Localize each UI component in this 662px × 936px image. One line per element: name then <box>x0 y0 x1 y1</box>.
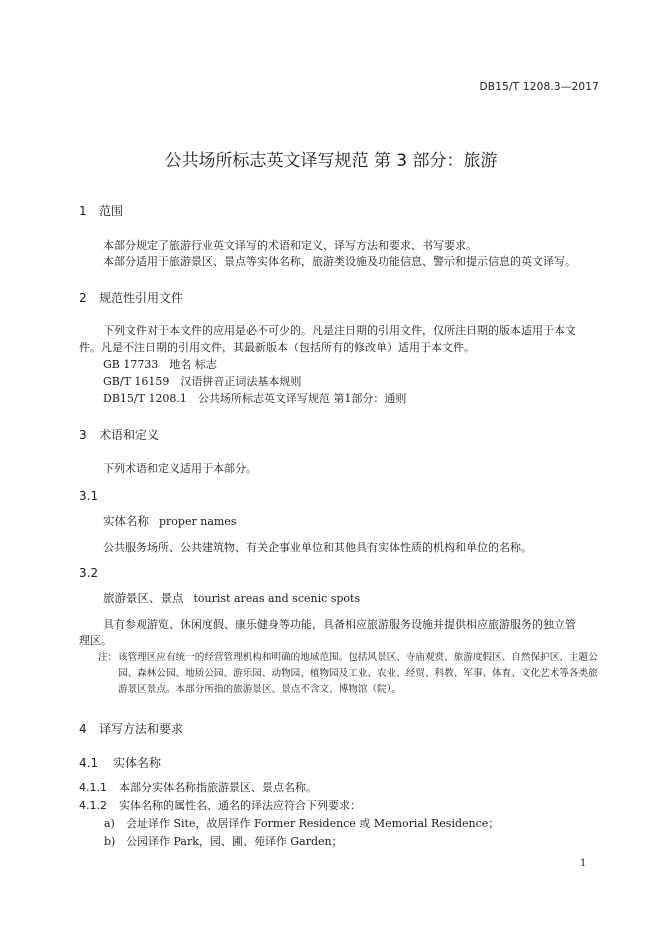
list-item-label: a) <box>104 817 115 830</box>
subsection-title: 实体名称 <box>113 756 162 770</box>
term-zh: 实体名称 <box>103 514 149 528</box>
section-1-heading <box>79 202 123 219</box>
clause <box>79 797 361 813</box>
paragraph: 本部分适用于旅游景区、景点等实体名称，旅游类设施及功能信息、警示和提示信息的英文译写。 <box>103 255 576 268</box>
clause-number: 4.1.2 <box>79 799 107 812</box>
term-en: tourist areas and scenic spots <box>193 592 361 605</box>
paragraph: 下列术语和定义适用于本部分。 <box>103 462 257 475</box>
section-title: 规范性引用文件 <box>99 291 184 305</box>
section-title: 范围 <box>99 204 124 218</box>
section-number: 1 <box>79 204 87 218</box>
clause-text: 本部分实体名称指旅游景区、景点名称。 <box>119 781 317 794</box>
term-zh: 旅游景区、景点 <box>103 591 184 605</box>
list-item-text: 会址译作 Site，故居译作 Former Residence 或 Memorial Residence； <box>126 817 500 830</box>
term-number: 3.1 <box>79 489 99 503</box>
term-definition: 公共服务场所、公共建筑物、有关企事业单位和其他具有实体性质的机构和单位的名称。 <box>103 541 532 554</box>
subsection-number: 4.1 <box>79 756 99 770</box>
note-label: 注： <box>98 652 118 663</box>
subsection-heading <box>79 754 161 771</box>
section-number: 2 <box>79 291 87 305</box>
page-number: 1 <box>580 858 587 869</box>
reference-item: GB/T 16159 汉语拼音正词法基本规则 <box>103 375 302 388</box>
clause <box>79 779 317 795</box>
clause-number: 4.1.1 <box>79 781 107 794</box>
section-number: 4 <box>79 722 87 736</box>
section-title: 译写方法和要求 <box>99 722 184 736</box>
list-item <box>104 815 499 831</box>
document-title: 公共场所标志英文译写规范 第 3 部分：旅游 <box>164 151 498 171</box>
term-entry <box>103 513 236 529</box>
section-title: 术语和定义 <box>99 428 160 442</box>
section-4-heading <box>79 720 183 737</box>
clause-text: 实体名称的属性名、通名的译法应符合下列要求： <box>119 799 361 812</box>
list-item-label: b) <box>104 835 116 848</box>
term-entry <box>103 590 360 606</box>
section-number: 3 <box>79 428 87 442</box>
paragraph: 本部分规定了旅游行业英文译写的术语和定义、译写方法和要求、书写要求。 <box>103 239 477 252</box>
term-definition: 具有参观游览、休闲度假、康乐健身等功能，具备相应旅游服务设施并提供相应旅游服务的独立管 <box>103 618 576 631</box>
section-2-heading <box>79 289 183 306</box>
list-item-text: 公园译作 Park，园、圃、苑译作 Garden； <box>126 835 343 848</box>
reference-item: DB15/T 1208.1 公共场所标志英文译写规范 第1部分：通则 <box>103 392 407 405</box>
paragraph: 下列文件对于本文件的应用是必不可少的。凡是注日期的引用文件，仅所注日期的版本适用于本文 <box>103 324 576 337</box>
note-text: 该管理区应有统一的经营管理机构和明确的地域范围。包括风景区、寺庙观赏、旅游度假区、自然保护区、主题公园、森林公园、地质公园、游乐园、动物园、植物园及工业、农业、经贸、科教、军事、体育、文化艺术等各类旅游景区景点。本部分所指的旅游景区、景点不含文、博物馆（院）。 <box>118 652 598 695</box>
reference-item: GB 17733 地名 标志 <box>103 358 217 371</box>
term-en: proper names <box>159 515 237 528</box>
section-3-heading <box>79 426 159 443</box>
term-number: 3.2 <box>79 566 99 580</box>
paragraph: 件。凡是不注日期的引用文件，其最新版本（包括所有的修改单）适用于本文件。 <box>79 341 475 354</box>
standard-code: DB15/T 1208.3—2017 <box>479 81 599 93</box>
list-item <box>104 833 343 849</box>
term-definition-continued: 理区。 <box>79 634 112 647</box>
